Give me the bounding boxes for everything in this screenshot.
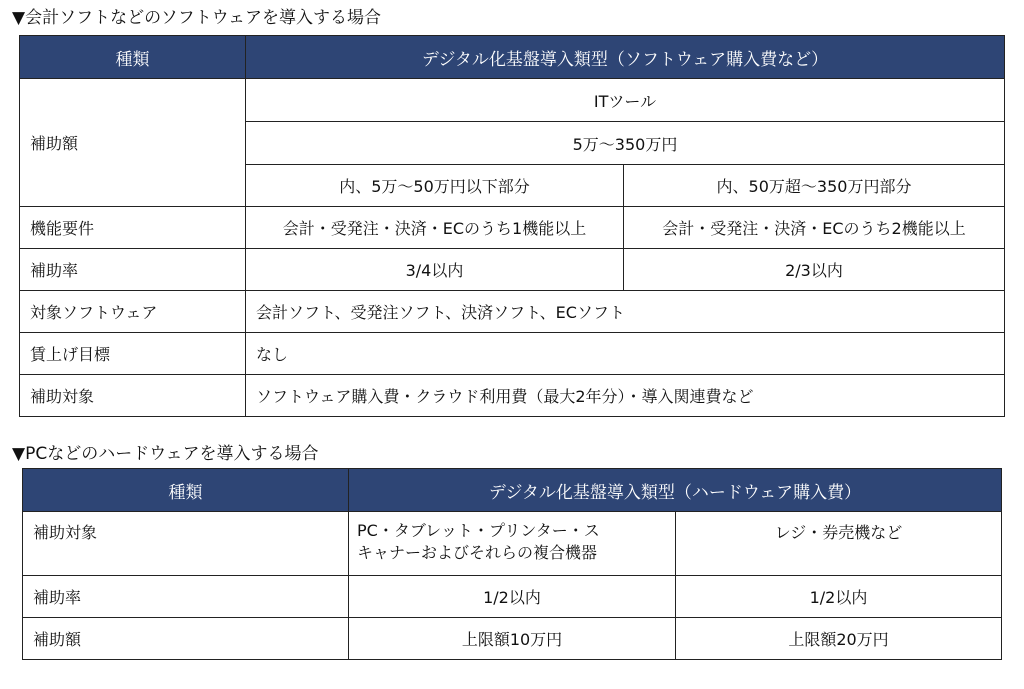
pc-devices-cell [349, 512, 676, 576]
row-label-function-req: 機能要件 [20, 207, 246, 249]
table-row [20, 207, 1005, 249]
hardware-table-caption: ▼PCなどのハードウェアを導入する場合 [12, 444, 319, 464]
header-type: 種類 [20, 36, 246, 79]
table-row [20, 291, 1005, 333]
wage-goal-cell: なし [246, 333, 1005, 375]
header-category: デジタル化基盤導入類型（ハードウェア購入費） [349, 469, 1002, 512]
amount-part-low-cell: 内、5万〜50万円以下部分 [246, 165, 624, 207]
table-row [23, 512, 1002, 576]
function-req-low-cell: 会計・受発注・決済・ECのうち1機能以上 [246, 207, 624, 249]
row-label-subsidy-target: 補助対象 [23, 512, 349, 576]
table-row [20, 375, 1005, 417]
header-category: デジタル化基盤導入類型（ソフトウェア購入費など） [246, 36, 1005, 79]
amount-part-high-cell: 内、50万超〜350万円部分 [624, 165, 1005, 207]
table-header-row [23, 469, 1002, 512]
it-tool-cell: ITツール [246, 79, 1005, 122]
table-header-row [20, 36, 1005, 79]
table-row [20, 249, 1005, 291]
register-devices-cell: レジ・券売機など [676, 512, 1002, 576]
subsidy-target-cell: ソフトウェア購入費・クラウド利用費（最大2年分）・導入関連費など [246, 375, 1005, 417]
pc-subsidy-amount-cell: 上限額10万円 [349, 618, 676, 660]
function-req-high-cell: 会計・受発注・決済・ECのうち2機能以上 [624, 207, 1005, 249]
software-subsidy-table [19, 35, 1005, 417]
register-subsidy-rate-cell: 1/2以内 [676, 576, 1002, 618]
pc-subsidy-rate-cell: 1/2以内 [349, 576, 676, 618]
target-software-cell: 会計ソフト、受発注ソフト、決済ソフト、ECソフト [246, 291, 1005, 333]
row-label-target-software: 対象ソフトウェア [20, 291, 246, 333]
row-label-subsidy-amount: 補助額 [20, 79, 246, 207]
table-row [20, 333, 1005, 375]
table-row [20, 79, 1005, 122]
pc-devices-line-1: PC・タブレット・プリンター・ス [357, 521, 600, 540]
row-label-subsidy-amount: 補助額 [23, 618, 349, 660]
subsidy-rate-high-cell: 2/3以内 [624, 249, 1005, 291]
hardware-subsidy-table [22, 468, 1002, 660]
register-subsidy-amount-cell: 上限額20万円 [676, 618, 1002, 660]
subsidy-rate-low-cell: 3/4以内 [246, 249, 624, 291]
pc-devices-line-2: キャナーおよびそれらの複合機器 [357, 543, 598, 562]
header-type: 種類 [23, 469, 349, 512]
table-row [23, 576, 1002, 618]
row-label-subsidy-rate: 補助率 [20, 249, 246, 291]
table-row [23, 618, 1002, 660]
row-label-subsidy-rate: 補助率 [23, 576, 349, 618]
software-table-caption: ▼会計ソフトなどのソフトウェアを導入する場合 [12, 8, 382, 28]
row-label-subsidy-target: 補助対象 [20, 375, 246, 417]
row-label-wage-goal: 賃上げ目標 [20, 333, 246, 375]
amount-range-cell: 5万〜350万円 [246, 122, 1005, 165]
